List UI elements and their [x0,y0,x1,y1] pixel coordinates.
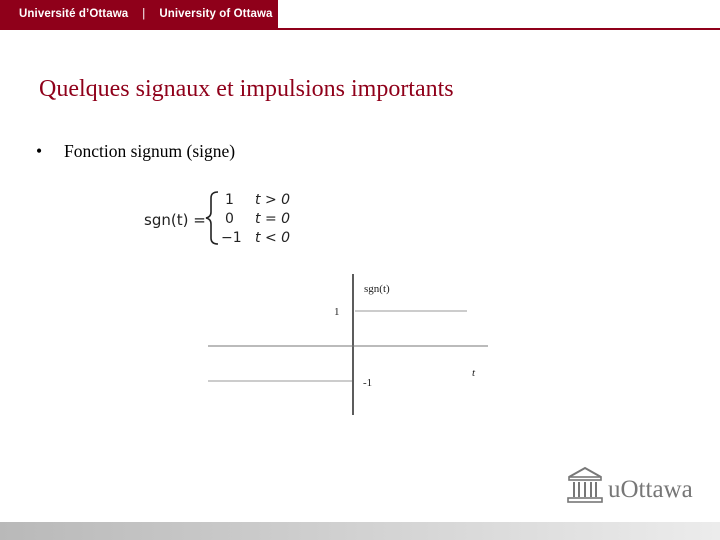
formula-case-2-condition: t = 0 [255,211,291,227]
signum-graph [205,272,495,422]
footer-band [0,522,720,540]
header-label-english: University of Ottawa [159,8,273,20]
x-axis-label: t [472,367,476,379]
formula-case-3-condition: t < 0 [255,230,291,246]
formula-brace [206,192,218,244]
header-university-names [19,8,273,20]
uottawa-logo [566,465,706,507]
header-label-french: Université d’Ottawa [19,8,129,20]
bullet-item [36,141,235,162]
logo-text: uOttawa [608,476,693,503]
formula-case-3-value: −1 [221,230,242,246]
bullet-symbol: • [36,141,43,161]
header-banner [0,0,278,30]
header-rule [278,28,720,30]
slide-title: Quelques signaux et impulsions importants [39,76,454,102]
header-separator: | [142,8,146,20]
tick-label-positive: 1 [334,306,340,318]
bullet-text: Fonction signum (signe) [64,141,236,161]
formula-case-2-value: 0 [225,211,234,227]
signum-formula [140,188,310,248]
tick-label-negative: -1 [363,377,373,389]
university-building-icon [566,465,604,505]
formula-lhs: sgn(t) = [144,211,206,229]
y-axis-label: sgn(t) [364,283,390,295]
formula-case-1-value: 1 [225,192,234,208]
formula-case-1-condition: t > 0 [255,192,291,208]
